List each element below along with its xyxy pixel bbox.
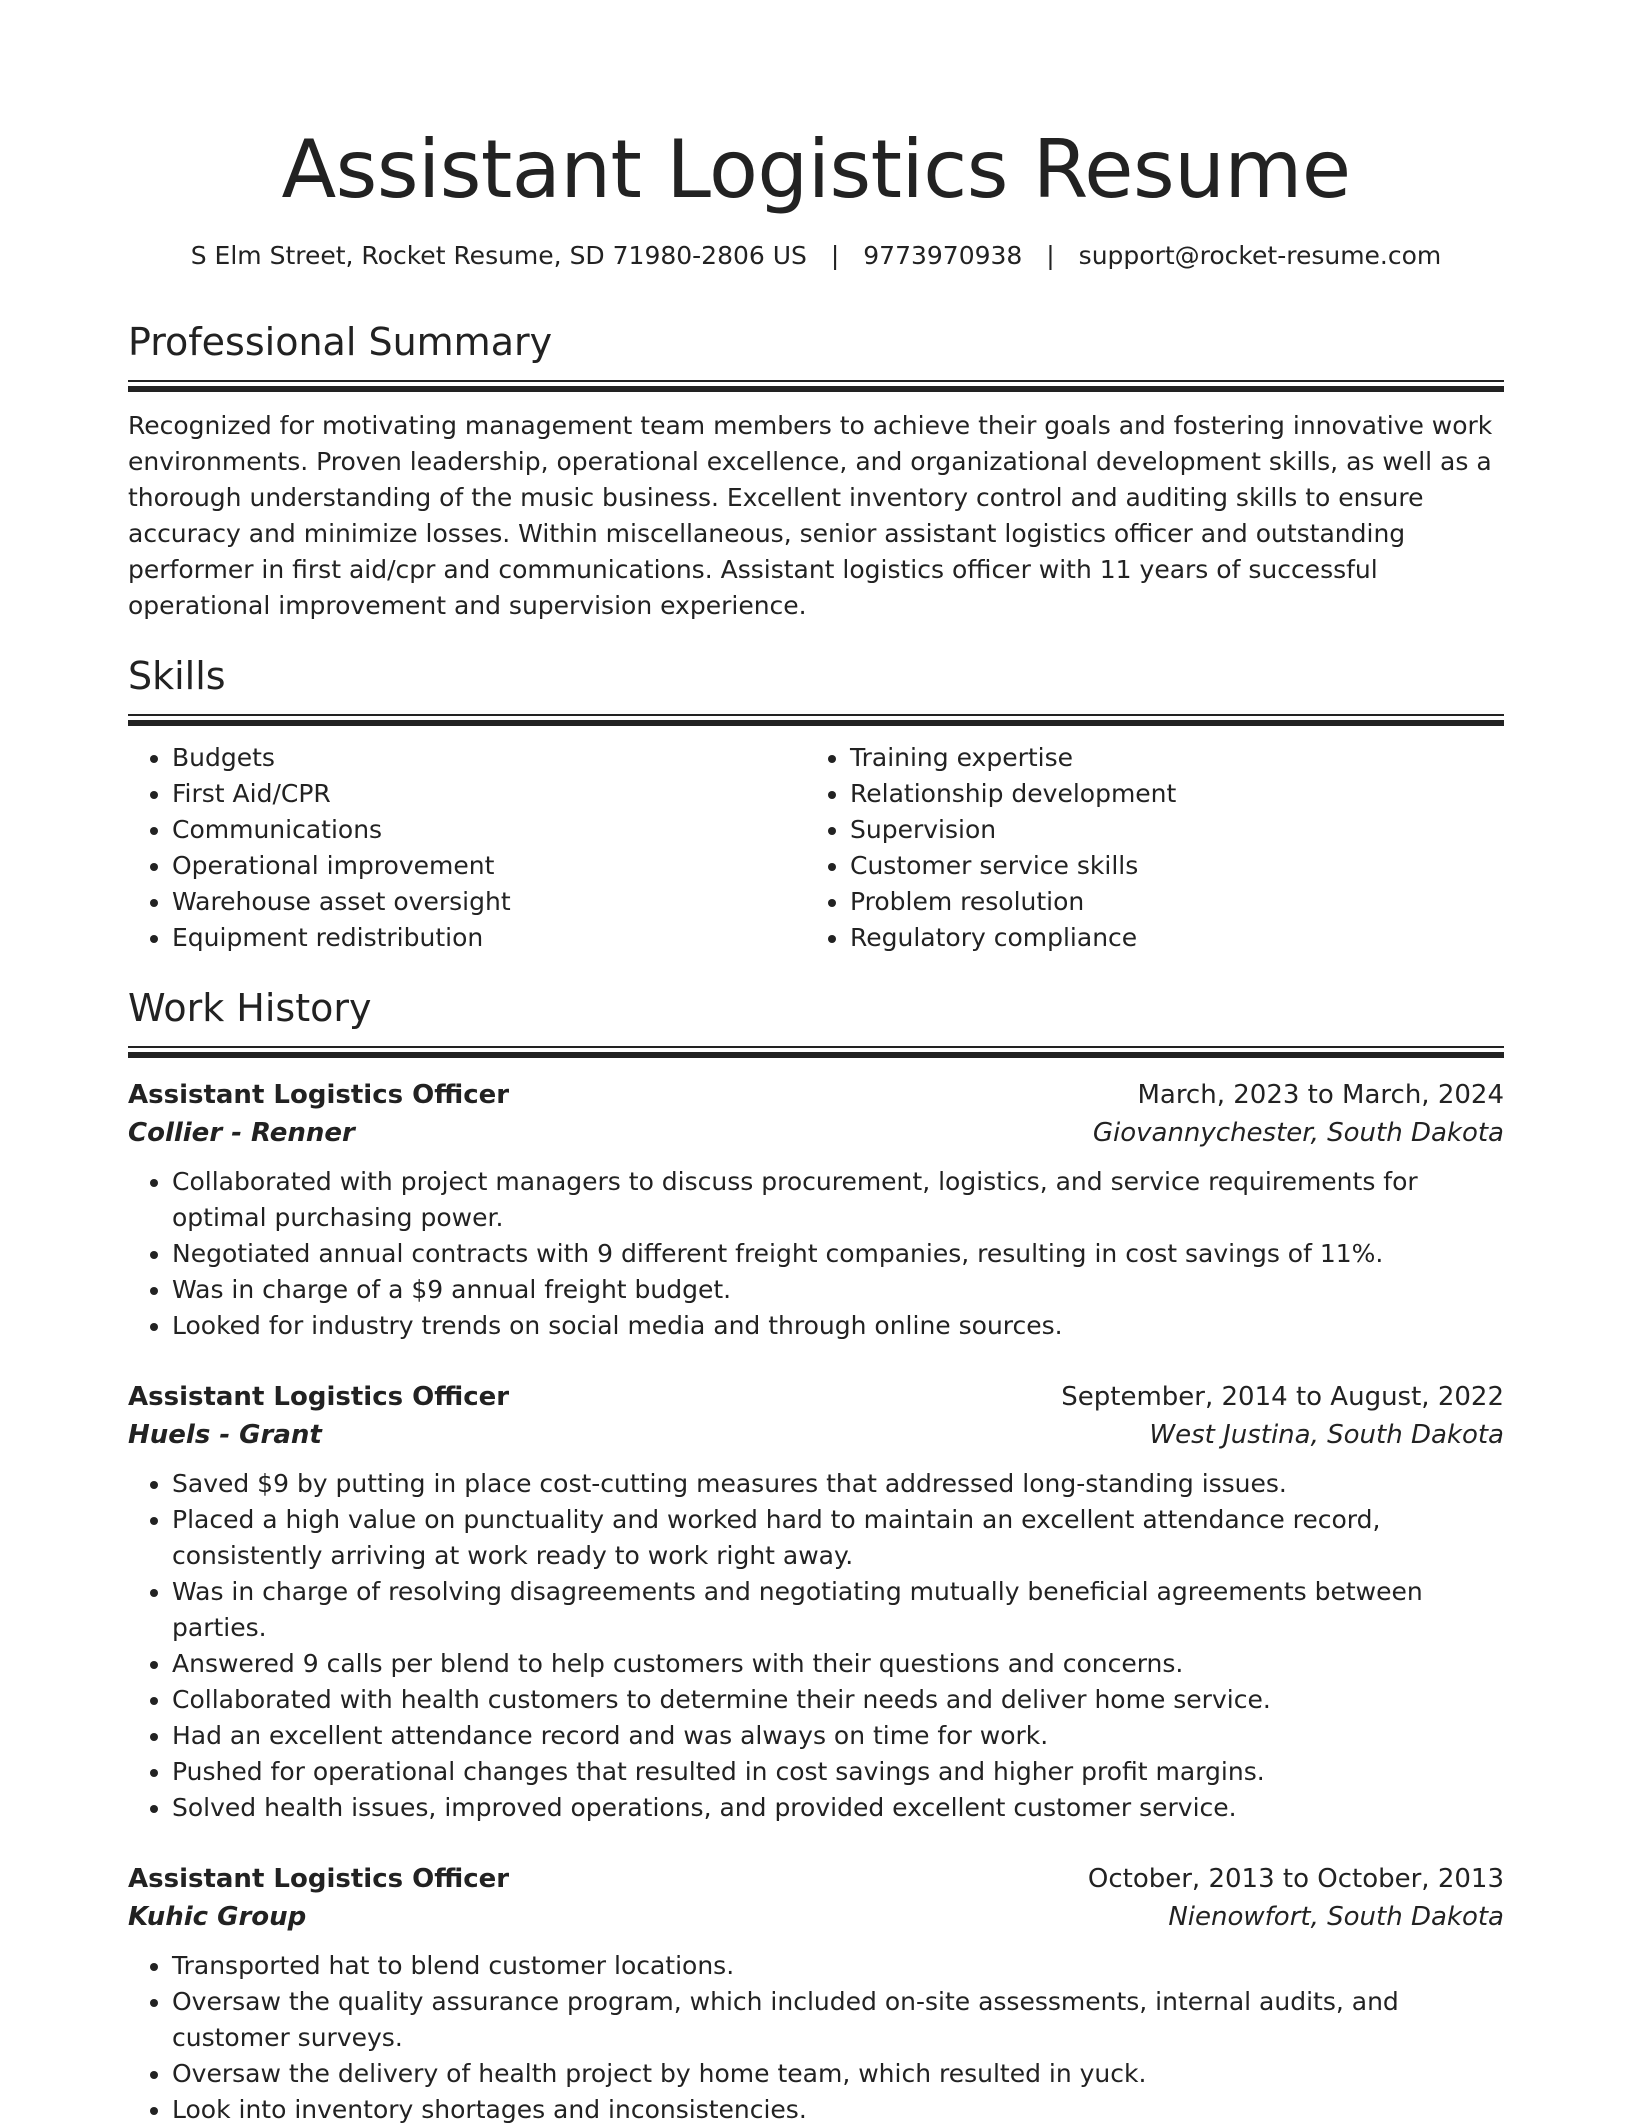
job-entry [128, 1378, 1504, 1826]
job-bullet: • Was in charge of resolving disagreements and negotiating mutually beneficial agreements between parties. [172, 1574, 1504, 1646]
job-bullet: • Saved $9 by putting in place cost-cutting measures that addressed long-standing issues. [172, 1466, 1504, 1502]
job-subheader [128, 1898, 1504, 1936]
section-title-skills: Skills [128, 654, 226, 698]
job-bullet: • Pushed for operational changes that resulted in cost savings and higher profit margins. [172, 1754, 1504, 1790]
skills-list-right [806, 740, 1484, 956]
skill-item: • Communications [172, 812, 806, 848]
section-title-work-history: Work History [128, 986, 372, 1030]
job-company: Collier - Renner [128, 1118, 355, 1148]
job-bullet: • Oversaw the delivery of health project by home team, which resulted in yuck. [172, 2056, 1504, 2092]
summary-section [128, 318, 1504, 624]
job-bullets [128, 1948, 1504, 2128]
skills-list-left [128, 740, 806, 956]
job-bullets [128, 1164, 1504, 1344]
section-divider [128, 1046, 1504, 1058]
skill-item: • Operational improvement [172, 848, 806, 884]
job-bullet: • Transported hat to blend customer locations. [172, 1948, 1504, 1984]
resume-page [128, 0, 1504, 2128]
section-divider [128, 380, 1504, 392]
skills-section [128, 652, 1504, 956]
skill-item: • Warehouse asset oversight [172, 884, 806, 920]
job-bullet: • Answered 9 calls per blend to help customers with their questions and concerns. [172, 1646, 1504, 1682]
contact-email: support@rocket-resume.com [1078, 241, 1442, 270]
skill-item: • First Aid/CPR [172, 776, 806, 812]
job-dates: October, 2013 to October, 2013 [1087, 1864, 1504, 1894]
skill-item: • Budgets [172, 740, 806, 776]
skill-item: • Equipment redistribution [172, 920, 806, 956]
job-bullet: • Collaborated with health customers to determine their needs and deliver home service. [172, 1682, 1504, 1718]
job-header [128, 1076, 1504, 1114]
job-location: Nienowfort, South Dakota [1168, 1902, 1504, 1932]
job-bullet: • Negotiated annual contracts with 9 different freight companies, resulting in cost savings of 11%. [172, 1236, 1504, 1272]
job-header [128, 1860, 1504, 1898]
section-divider [128, 714, 1504, 726]
job-subheader [128, 1114, 1504, 1152]
section-title-summary: Professional Summary [128, 320, 553, 364]
job-bullet: • Placed a high value on punctuality and worked hard to maintain an excellent attendance record, consistently arriving at work ready to work right away. [172, 1502, 1504, 1574]
skills-column-right [806, 740, 1484, 956]
job-entry [128, 1076, 1504, 1344]
job-dates: March, 2023 to March, 2024 [1137, 1080, 1504, 1110]
job-bullet: • Looked for industry trends on social media and through online sources. [172, 1308, 1504, 1344]
job-bullet: • Look into inventory shortages and inconsistencies. [172, 2092, 1504, 2128]
job-title: Assistant Logistics Officer [128, 1382, 510, 1412]
skill-item: • Supervision [850, 812, 1484, 848]
contact-address: S Elm Street, Rocket Resume, SD 71980-2806 US [190, 241, 807, 270]
job-dates: September, 2014 to August, 2022 [1061, 1382, 1504, 1412]
job-entry [128, 1860, 1504, 2128]
skill-item: • Training expertise [850, 740, 1484, 776]
job-bullet: • Collaborated with project managers to discuss procurement, logistics, and service requirements for optimal purchasing power. [172, 1164, 1504, 1236]
skills-column-left [128, 740, 806, 956]
job-bullet: • Was in charge of a $9 annual freight budget. [172, 1272, 1504, 1308]
skills-grid [128, 740, 1504, 956]
job-company: Huels - Grant [128, 1420, 322, 1450]
job-bullet: • Solved health issues, improved operations, and provided excellent customer service. [172, 1790, 1504, 1826]
contact-phone: 9773970938 [863, 241, 1023, 270]
job-company: Kuhic Group [128, 1902, 307, 1932]
job-header [128, 1378, 1504, 1416]
work-history-section [128, 984, 1504, 2128]
job-location: Giovannychester, South Dakota [1092, 1118, 1504, 1148]
summary-text: Recognized for motivating management team members to achieve their goals and fostering innovative work environments. Proven leadership, operational excellence, and organizational development skills, as well as a thorough understanding of the music business. Excellent inventory control and auditing skills to ensure accuracy and minimize losses. Within miscellaneous, senior assistant logistics officer and outstanding performer in first aid/cpr and communications. Assistant logistics officer with 11 years of successful operational improvement and supervision experience. [128, 411, 1493, 620]
contact-separator: | [1046, 241, 1055, 270]
job-bullets [128, 1466, 1504, 1826]
skill-item: • Customer service skills [850, 848, 1484, 884]
skill-item: • Relationship development [850, 776, 1484, 812]
job-location: West Justina, South Dakota [1149, 1420, 1504, 1450]
contact-separator: | [830, 241, 840, 270]
resume-title: Assistant Logistics Resume [281, 123, 1351, 216]
contact-line [128, 240, 1504, 272]
job-title: Assistant Logistics Officer [128, 1864, 510, 1894]
job-bullet: • Oversaw the quality assurance program, which included on-site assessments, internal audits, and customer surveys. [172, 1984, 1504, 2056]
job-bullet: • Had an excellent attendance record and was always on time for work. [172, 1718, 1504, 1754]
job-title: Assistant Logistics Officer [128, 1080, 510, 1110]
skill-item: • Problem resolution [850, 884, 1484, 920]
skill-item: • Regulatory compliance [850, 920, 1484, 956]
job-subheader [128, 1416, 1504, 1454]
